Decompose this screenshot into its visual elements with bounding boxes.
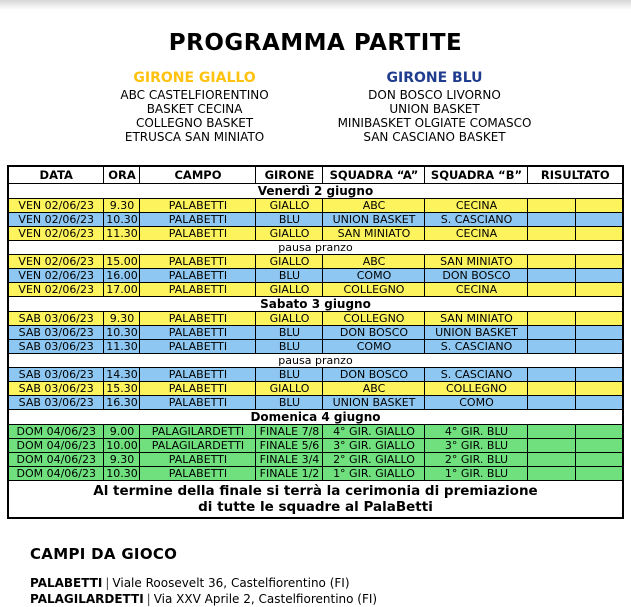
cell-squadra-b: UNION BASKET xyxy=(425,326,528,340)
cell-campo: PALABETTI xyxy=(140,326,256,340)
cell-ora: 9.30 xyxy=(104,312,140,326)
team-name: ETRUSCA SAN MINIATO xyxy=(124,130,265,144)
cell-campo: PALABETTI xyxy=(140,199,256,213)
cell-ora: 10.00 xyxy=(104,439,140,453)
separator: | xyxy=(105,576,110,590)
day-section-label: Sabato 3 giugno xyxy=(8,297,623,312)
cell-risultato-b xyxy=(576,467,623,481)
schedule-table xyxy=(7,165,624,519)
cell-data: DOM 04/06/23 xyxy=(8,439,104,453)
cell-girone: BLU xyxy=(256,368,323,382)
cell-data: VEN 02/06/23 xyxy=(8,269,104,283)
cell-ora: 10.30 xyxy=(104,326,140,340)
cell-risultato-a xyxy=(528,340,576,354)
cell-data: SAB 03/06/23 xyxy=(8,396,104,410)
cell-risultato-b xyxy=(576,340,623,354)
table-header-row xyxy=(8,166,623,184)
gironi-section xyxy=(0,70,631,144)
lunch-break-row xyxy=(8,354,623,368)
match-row xyxy=(8,368,623,382)
cell-risultato-b xyxy=(576,213,623,227)
cell-data: SAB 03/06/23 xyxy=(8,368,104,382)
venue-address: Viale Roosevelt 36, Castelfiorentino (FI) xyxy=(112,576,350,590)
cell-risultato-b xyxy=(576,312,623,326)
cell-squadra-a: COMO xyxy=(323,269,425,283)
cell-risultato-a xyxy=(528,453,576,467)
cell-squadra-b: COLLEGNO xyxy=(425,382,528,396)
girone-giallo-block xyxy=(100,70,290,144)
cell-squadra-a: DON BOSCO xyxy=(323,326,425,340)
cell-risultato-b xyxy=(576,396,623,410)
separator: | xyxy=(146,592,151,606)
team-name: UNION BASKET xyxy=(389,102,480,116)
column-header: GIRONE xyxy=(256,166,323,184)
match-row xyxy=(8,269,623,283)
cell-risultato-a xyxy=(528,326,576,340)
cell-data: VEN 02/06/23 xyxy=(8,213,104,227)
cell-squadra-a: UNION BASKET xyxy=(323,213,425,227)
cell-squadra-b: SAN MINIATO xyxy=(425,312,528,326)
cell-squadra-b: CECINA xyxy=(425,283,528,297)
cell-data: VEN 02/06/23 xyxy=(8,255,104,269)
venue-line xyxy=(30,575,631,591)
cell-data: SAB 03/06/23 xyxy=(8,340,104,354)
schedule-table-body xyxy=(8,166,623,518)
cell-girone: GIALLO xyxy=(256,227,323,241)
ceremony-note-row xyxy=(8,481,623,519)
cell-ora: 17.00 xyxy=(104,283,140,297)
cell-ora: 9.30 xyxy=(104,453,140,467)
cell-girone: BLU xyxy=(256,213,323,227)
cell-squadra-a: 3° GIR. GIALLO xyxy=(323,439,425,453)
cell-girone: BLU xyxy=(256,396,323,410)
cell-risultato-a xyxy=(528,227,576,241)
cell-data: VEN 02/06/23 xyxy=(8,199,104,213)
cell-risultato-b xyxy=(576,326,623,340)
cell-squadra-b: S. CASCIANO xyxy=(425,213,528,227)
cell-girone: FINALE 3/4 xyxy=(256,453,323,467)
match-row xyxy=(8,382,623,396)
cell-squadra-a: COMO xyxy=(323,340,425,354)
cell-ora: 16.00 xyxy=(104,269,140,283)
venue-name: PALAGILARDETTI xyxy=(30,592,144,606)
cell-data: SAB 03/06/23 xyxy=(8,382,104,396)
cell-campo: PALABETTI xyxy=(140,213,256,227)
cell-squadra-a: ABC xyxy=(323,382,425,396)
cell-ora: 15.30 xyxy=(104,382,140,396)
cell-data: SAB 03/06/23 xyxy=(8,312,104,326)
column-header: SQUADRA “B” xyxy=(425,166,528,184)
cell-risultato-a xyxy=(528,396,576,410)
cell-squadra-b: 4° GIR. BLU xyxy=(425,425,528,439)
column-header: DATA xyxy=(8,166,104,184)
cell-squadra-b: COMO xyxy=(425,396,528,410)
match-row xyxy=(8,467,623,481)
cell-ora: 15.00 xyxy=(104,255,140,269)
column-header: SQUADRA “A” xyxy=(323,166,425,184)
team-name: DON BOSCO LIVORNO xyxy=(368,88,501,102)
cell-risultato-a xyxy=(528,425,576,439)
cell-squadra-b: S. CASCIANO xyxy=(425,340,528,354)
cell-girone: GIALLO xyxy=(256,312,323,326)
cell-risultato-b xyxy=(576,382,623,396)
cell-girone: BLU xyxy=(256,326,323,340)
page-title: PROGRAMMA PARTITE xyxy=(168,30,463,56)
cell-squadra-a: UNION BASKET xyxy=(323,396,425,410)
cell-squadra-a: COLLEGNO xyxy=(323,283,425,297)
cell-girone: GIALLO xyxy=(256,283,323,297)
girone-giallo-heading: GIRONE GIALLO xyxy=(133,70,256,86)
cell-squadra-a: COLLEGNO xyxy=(323,312,425,326)
cell-girone: BLU xyxy=(256,340,323,354)
match-row xyxy=(8,283,623,297)
cell-risultato-a xyxy=(528,269,576,283)
venue-address: Via XXV Aprile 2, Castelfiorentino (FI) xyxy=(153,592,378,606)
match-row xyxy=(8,340,623,354)
cell-girone: FINALE 1/2 xyxy=(256,467,323,481)
cell-ora: 10.30 xyxy=(104,467,140,481)
cell-girone: GIALLO xyxy=(256,255,323,269)
cell-campo: PALABETTI xyxy=(140,227,256,241)
cell-squadra-b: CECINA xyxy=(425,199,528,213)
cell-ora: 11.30 xyxy=(104,227,140,241)
cell-campo: PALABETTI xyxy=(140,269,256,283)
cell-campo: PALABETTI xyxy=(140,283,256,297)
cell-squadra-b: S. CASCIANO xyxy=(425,368,528,382)
cell-squadra-a: 4° GIR. GIALLO xyxy=(323,425,425,439)
team-name: BASKET CECINA xyxy=(146,102,243,116)
cell-girone: GIALLO xyxy=(256,199,323,213)
ceremony-note: Al termine della finale si terrà la cerimonia di premiazione di tutte le squadre al PalaBetti xyxy=(8,481,623,519)
day-section-label: Domenica 4 giugno xyxy=(8,410,623,425)
cell-data: VEN 02/06/23 xyxy=(8,227,104,241)
cell-girone: BLU xyxy=(256,269,323,283)
cell-campo: PALAGILARDETTI xyxy=(140,439,256,453)
match-row xyxy=(8,199,623,213)
day-section-label: Venerdì 2 giugno xyxy=(8,184,623,199)
team-name: ABC CASTELFIORENTINO xyxy=(120,88,269,102)
match-row xyxy=(8,213,623,227)
cell-campo: PALABETTI xyxy=(140,382,256,396)
day-section-row xyxy=(8,184,623,199)
girone-blu-heading: GIRONE BLU xyxy=(386,70,483,86)
cell-risultato-b xyxy=(576,439,623,453)
cell-ora: 9.00 xyxy=(104,425,140,439)
cell-campo: PALABETTI xyxy=(140,368,256,382)
cell-squadra-b: CECINA xyxy=(425,227,528,241)
cell-risultato-b xyxy=(576,368,623,382)
cell-campo: PALAGILARDETTI xyxy=(140,425,256,439)
team-name: COLLEGNO BASKET xyxy=(135,116,254,130)
cell-risultato-a xyxy=(528,213,576,227)
cell-campo: PALABETTI xyxy=(140,396,256,410)
column-header: RISULTATO xyxy=(528,166,623,184)
cell-girone: FINALE 7/8 xyxy=(256,425,323,439)
match-row xyxy=(8,312,623,326)
venue-name: PALABETTI xyxy=(30,576,103,590)
cell-squadra-b: 3° GIR. BLU xyxy=(425,439,528,453)
match-row xyxy=(8,453,623,467)
cell-risultato-b xyxy=(576,199,623,213)
cell-risultato-b xyxy=(576,227,623,241)
cell-data: VEN 02/06/23 xyxy=(8,283,104,297)
cell-ora: 14.30 xyxy=(104,368,140,382)
cell-data: DOM 04/06/23 xyxy=(8,425,104,439)
cell-girone: GIALLO xyxy=(256,382,323,396)
team-name: MINIBASKET OLGIATE COMASCO xyxy=(337,116,532,130)
lunch-break-label: pausa pranzo xyxy=(8,241,623,255)
column-header: CAMPO xyxy=(140,166,256,184)
cell-risultato-a xyxy=(528,382,576,396)
cell-risultato-b xyxy=(576,269,623,283)
cell-campo: PALABETTI xyxy=(140,340,256,354)
cell-squadra-a: ABC xyxy=(323,199,425,213)
campi-heading: CAMPI DA GIOCO xyxy=(30,545,178,563)
match-row xyxy=(8,255,623,269)
cell-ora: 11.30 xyxy=(104,340,140,354)
day-section-row xyxy=(8,410,623,425)
venue-line xyxy=(30,591,631,607)
match-row xyxy=(8,227,623,241)
cell-squadra-a: SAN MINIATO xyxy=(323,227,425,241)
cell-risultato-b xyxy=(576,453,623,467)
column-header: ORA xyxy=(104,166,140,184)
cell-risultato-a xyxy=(528,467,576,481)
campi-section xyxy=(30,545,631,607)
cell-squadra-a: 2° GIR. GIALLO xyxy=(323,453,425,467)
lunch-break-label: pausa pranzo xyxy=(8,354,623,368)
page-top-edge xyxy=(0,0,631,10)
cell-ora: 10.30 xyxy=(104,213,140,227)
cell-campo: PALABETTI xyxy=(140,467,256,481)
cell-squadra-a: DON BOSCO xyxy=(323,368,425,382)
lunch-break-row xyxy=(8,241,623,255)
cell-risultato-a xyxy=(528,368,576,382)
cell-squadra-a: 1° GIR. GIALLO xyxy=(323,467,425,481)
day-section-row xyxy=(8,297,623,312)
cell-risultato-b xyxy=(576,255,623,269)
cell-risultato-b xyxy=(576,425,623,439)
cell-risultato-a xyxy=(528,255,576,269)
cell-squadra-b: DON BOSCO xyxy=(425,269,528,283)
cell-squadra-a: ABC xyxy=(323,255,425,269)
cell-squadra-b: 2° GIR. BLU xyxy=(425,453,528,467)
cell-risultato-a xyxy=(528,439,576,453)
cell-campo: PALABETTI xyxy=(140,312,256,326)
cell-data: DOM 04/06/23 xyxy=(8,467,104,481)
cell-data: DOM 04/06/23 xyxy=(8,453,104,467)
cell-campo: PALABETTI xyxy=(140,255,256,269)
cell-risultato-a xyxy=(528,199,576,213)
girone-blu-block xyxy=(338,70,532,144)
match-row xyxy=(8,439,623,453)
cell-risultato-b xyxy=(576,283,623,297)
match-row xyxy=(8,396,623,410)
cell-campo: PALABETTI xyxy=(140,453,256,467)
match-row xyxy=(8,425,623,439)
cell-data: SAB 03/06/23 xyxy=(8,326,104,340)
cell-squadra-b: 1° GIR. BLU xyxy=(425,467,528,481)
cell-ora: 16.30 xyxy=(104,396,140,410)
team-name: SAN CASCIANO BASKET xyxy=(363,130,506,144)
cell-risultato-a xyxy=(528,283,576,297)
cell-risultato-a xyxy=(528,312,576,326)
match-row xyxy=(8,326,623,340)
cell-girone: FINALE 5/6 xyxy=(256,439,323,453)
cell-ora: 9.30 xyxy=(104,199,140,213)
cell-squadra-b: SAN MINIATO xyxy=(425,255,528,269)
